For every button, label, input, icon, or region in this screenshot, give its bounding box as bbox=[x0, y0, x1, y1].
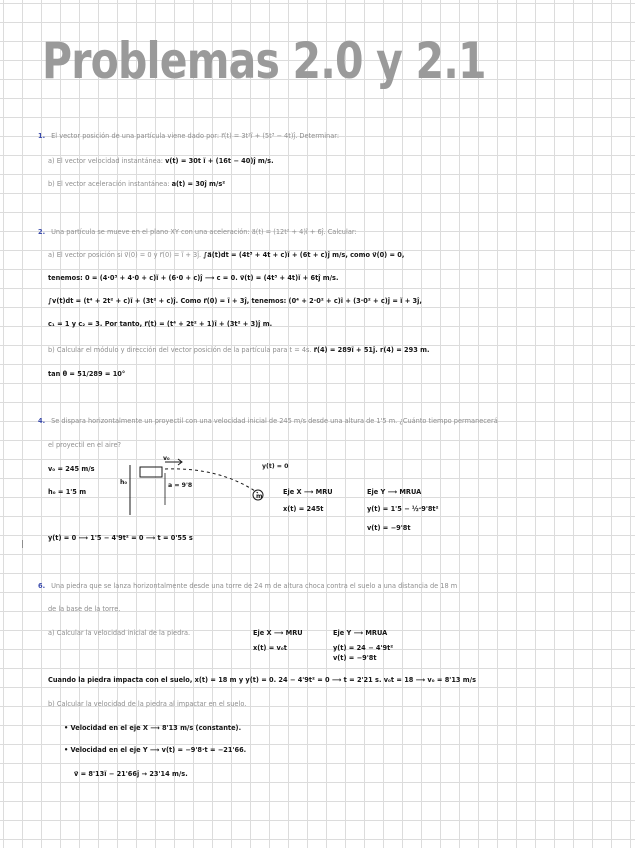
problem-2-work-2: tenemos: 0 = (4·0³ + 4·0 + c)ĩ + (6·0 + c)ĵ ⟶ c = 0. v⃗(t) = (4t³ + 4t)ĩ + 6tĵ m/s. bbox=[48, 274, 339, 282]
problem-6-part-a: a) Calcular la velocidad inicial de la piedra. bbox=[48, 629, 191, 637]
problem-1-part-b: b) El vector aceleración instantánea: a(t) = 30ĵ m/s² bbox=[48, 180, 226, 188]
problem-1-part-a: a) El vector velocidad instantánea: v(t) = 30t ĩ + (16t − 40)ĵ m/s. bbox=[48, 157, 274, 165]
problem-2-statement: 2. Una partícula se mueve en el plano XY con una aceleración: a⃗(t) = (12t² + 4)ĩ + 6ĵ. Calcular: bbox=[38, 228, 357, 236]
problem-6-number: 6. bbox=[38, 582, 46, 590]
sketch-yt-label: y(t) = 0 bbox=[262, 463, 289, 470]
problem-4-number: 4. bbox=[38, 417, 46, 425]
problem-6-ejex: Eje X ⟶ MRU bbox=[253, 629, 303, 637]
problem-6-ejey: Eje Y ⟶ MRUA bbox=[333, 629, 388, 637]
problem-2-part-b: b) Calcular el módulo y dirección del vector posición de la partícula para t = 4s. r⃗(4) = 289ĩ + 51ĵ. r(4) = 293 m. bbox=[48, 346, 430, 354]
problem-2-number: 2. bbox=[38, 228, 46, 236]
sketch-m-label: m bbox=[256, 493, 263, 500]
problem-6-result: v⃗ = 8'13ĩ − 21'66ĵ → 23'14 m/s. bbox=[74, 770, 188, 778]
problem-1-answer-a: v(t) = 30t ĩ + (16t − 40)ĵ m/s. bbox=[165, 157, 274, 165]
problem-6-work: Cuando la piedra impacta con el suelo, x(t) = 18 m y y(t) = 0. 24 − 4'9t² = 0 ⟶ t = 2'21 s. v₀t = 18 ⟶ v₀ = 8'13 m/s bbox=[48, 676, 477, 684]
cannon-icon bbox=[140, 467, 162, 477]
problem-6-statement-cont: de la base de la torre. bbox=[48, 605, 121, 613]
problem-2-angle: tan θ = 51/289 = 10° bbox=[48, 370, 126, 378]
problem-2-work-3: ∫v(t)dt = (t⁴ + 2t² + c)ĩ + (3t² + c)ĵ. Como r⃗(0) = ĩ + 3ĵ, tenemos: (0⁴ + 2·0² + c)ĩ + (3·0² + c)ĵ = ĩ + 3ĵ, bbox=[48, 297, 422, 305]
problem-6-statement: 6. Una piedra que se lanza horizontalmente desde una torre de 24 m de altura choca contra el suelo a una distancia de 18 m bbox=[38, 582, 458, 590]
sketch-h0-label: h₀ bbox=[120, 479, 128, 486]
given-v0: v₀ = 245 m/s bbox=[48, 465, 95, 473]
axis-x-label: Eje X ⟶ MRU bbox=[283, 488, 333, 496]
axis-y-equation: y(t) = 1'5 − ½·9'8t² bbox=[367, 505, 439, 513]
trajectory-path bbox=[165, 469, 258, 493]
page-title: Problemas 2.0 y 2.1 bbox=[42, 32, 486, 90]
sketch-v0-label: v₀ bbox=[163, 455, 170, 462]
problem-4-statement: 4. Se dispara horizontalmente un proyectil con una velocidad inicial de 245 m/s desde una altura de 1'5 m. ¿Cuánto tiempo permanecerá bbox=[38, 417, 498, 425]
margin-tick bbox=[22, 540, 23, 548]
axis-y-velocity: v(t) = −9'8t bbox=[367, 524, 411, 532]
problem-6-bullet-2: • Velocidad en el eje Y ⟶ v(t) = −9'8·t = −21'66. bbox=[64, 746, 247, 754]
sketch-a-label: a = 9'8 bbox=[168, 482, 193, 489]
problem-2-work-4: c₁ = 1 y c₂ = 3. Por tanto, r⃗(t) = (t⁴ + 2t² + 1)ĩ + (3t² + 3)ĵ m. bbox=[48, 320, 273, 328]
problem-6-part-b: b) Calcular la velocidad de la piedra al impactar en el suelo. bbox=[48, 700, 247, 708]
problem-4-result: y(t) = 0 ⟶ 1'5 − 4'9t² = 0 ⟶ t = 0'55 s bbox=[48, 534, 193, 542]
problem-6-ejey-eq1: y(t) = 24 − 4'9t² bbox=[333, 644, 394, 652]
problem-6-ejey-eq2: v(t) = −9'8t bbox=[333, 654, 377, 662]
problem-6-bullet-1: • Velocidad en el eje X ⟶ 8'13 m/s (constante). bbox=[64, 724, 242, 732]
problem-6-ejex-eq: x(t) = v₀t bbox=[253, 644, 287, 652]
problem-2-part-a: a) El vector posición si v⃗(0) = 0 y r⃗(0) = ĩ + 3ĵ. ∫a⃗(t)dt = (4t³ + 4t + c)ĩ + (6t + c)ĵ m/s, como v⃗(0) = 0, bbox=[48, 251, 405, 259]
problem-1-number: 1. bbox=[38, 132, 46, 140]
projectile-sketch bbox=[90, 455, 280, 525]
problem-4-statement-cont: el proyectil en el aire? bbox=[48, 441, 122, 449]
problem-1-answer-b: a(t) = 30ĵ m/s² bbox=[171, 180, 226, 188]
axis-x-equation: x(t) = 245t bbox=[283, 505, 324, 513]
axis-y-label: Eje Y ⟶ MRUA bbox=[367, 488, 422, 496]
given-h0: h₀ = 1'5 m bbox=[48, 488, 87, 496]
problem-1-statement: 1. El vector posición de una partícula viene dado por: r⃗(t) = 3t²ĩ + (5t³ − 4t)ĵ. Determinar: bbox=[38, 132, 340, 140]
